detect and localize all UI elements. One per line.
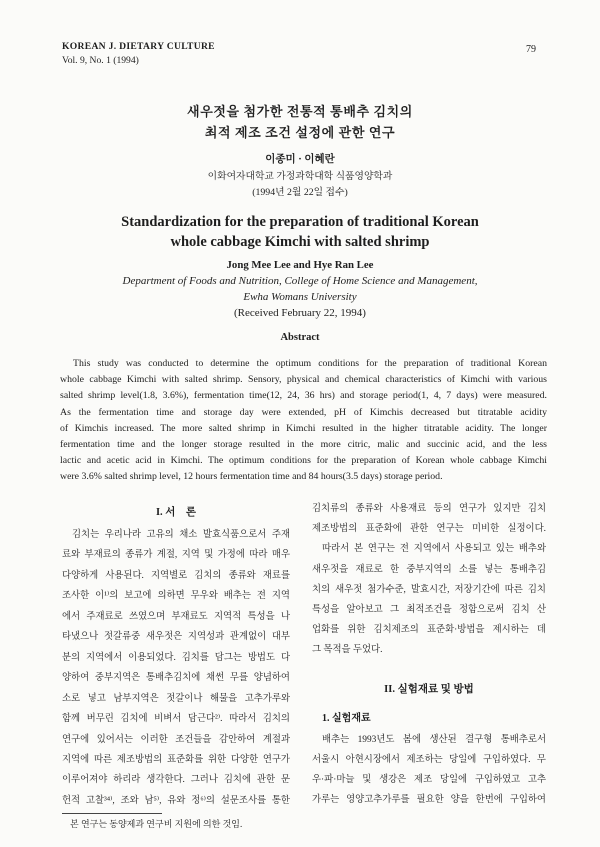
korean-title-line-2: 최적 제조 조건 설정에 관한 연구 [204, 125, 396, 140]
abstract-line: fermentation time and the longer storage resulted in the more citric, malic and succinic acid, and the less [60, 438, 547, 450]
english-title-line-2: whole cabbage Kimchi with salted shrimp [170, 234, 430, 250]
materials-body [312, 730, 546, 810]
english-received-date: (Received February 22, 1994) [234, 307, 366, 319]
body-line: 따라서 본 연구는 전 지역에서 사용되고 있는 배추와 [322, 544, 546, 555]
body-line: 타냈으나 젓갈류중 새우젓은 지역성과 관계없이 대부 [62, 632, 290, 643]
section-heading-materials-methods: II. 실험재료 및 방법 [384, 684, 474, 695]
abstract-line: This study was conducted to determine the optimum conditions for the preparation of traditional Korean [73, 358, 547, 369]
body-line: 배추는 1993년도 봄에 생산된 결구형 통배추로서 [322, 735, 546, 745]
subsection-heading-materials: 1. 실험재료 [322, 713, 371, 724]
body-line: 김치류의 종류와 사용재료 등의 연구가 있지만 김치 [312, 504, 546, 514]
body-line: 제조방법의 표준화에 관한 연구는 미비한 실정이다. [312, 524, 546, 535]
footnote-rule [62, 813, 162, 814]
body-line: 이루어져야 하리라 생각한다. 그러나 김치에 관한 문 [62, 775, 290, 786]
body-line: 조사한 이¹⁾의 보고에 의하면 무우와 배추는 전 지역 [62, 591, 290, 602]
body-line: 새우젓을 재료로 한 중부지역의 소를 넣는 통배추김 [312, 564, 546, 575]
korean-affiliation: 이화여자대학교 가정과학대학 식품영양학과 [207, 171, 393, 182]
body-line: 특성을 알아보고 그 최적조건을 정함으로써 김치 산 [312, 604, 546, 615]
english-affiliation-line-1: Department of Foods and Nutrition, College of Home Science and Management, [122, 275, 478, 287]
body-line: 료와 부재료의 종류가 계절, 지역 및 가정에 따라 매우 [62, 550, 290, 561]
abstract-line: were 3.6% salted shrimp level, 12 hours fermentation time and 84 hours(3.5 days) storage period. [60, 471, 443, 483]
english-title-line-1: Standardization for the preparation of traditional Korean [121, 214, 479, 230]
abstract-body [60, 356, 547, 486]
journal-name: KOREAN J. DIETARY CULTURE [62, 41, 215, 52]
body-line: 우·파·마늘 및 생강은 제조 당일에 구입하였고 고추 [312, 775, 546, 785]
introduction-body-left [62, 525, 290, 811]
abstract-line: lactic and acetic acid in Kimchi. The optimum conditions for the preparation of Korean whole cabbage Kimchi [60, 455, 547, 467]
body-line: 치의 새우젓 첨가수준, 발효시간, 저장기간에 따른 김치 [312, 584, 546, 595]
body-line: 업화를 위한 김치제조의 표준화·방법을 제시하는 데 [312, 625, 546, 636]
abstract-line: salted shrimp level(1.8, 3.6%), fermentation time(12, 24, 36 hrs) and storage period(1, 4, 7 days) were measured. [60, 390, 547, 402]
body-line: 지역에 따른 제조방법의 표준화를 위한 다양한 연구가 [62, 754, 290, 765]
abstract-line: of Kimchis increased. The more salted shrimp in Kimchi resulted in the higher titratable acidity. The longer [60, 422, 547, 434]
page-number: 79 [526, 44, 536, 55]
body-line: 헌적 고찰³⁴⁾, 조와 남⁵⁾, 유와 정⁶⁾의 설문조사를 통한 [62, 795, 290, 806]
body-line: 김치는 우리나라 고유의 채소 발효식품으로서 주재 [72, 530, 290, 540]
body-line: 가루는 영양고추가루를 필요한 양을 한번에 구입하여 [312, 795, 546, 805]
korean-received-date: (1994년 2월 22일 접수) [252, 187, 348, 198]
abstract-heading: Abstract [280, 332, 320, 343]
body-line: 소로 넣고 남부지역은 젓갈이나 해물을 고추가루와 [62, 693, 290, 704]
korean-title-line-1: 새우젓을 첨가한 전통적 통배추 김치의 [187, 104, 413, 119]
english-affiliation-line-2: Ewha Womans University [243, 291, 357, 303]
section-heading-introduction: I. 서 론 [155, 507, 197, 518]
body-line: 분의 지역에서 이용되었다. 김치를 담그는 방법도 다 [62, 652, 290, 663]
volume-issue: Vol. 9, No. 1 (1994) [62, 55, 139, 66]
introduction-body-right [312, 499, 546, 661]
body-line: 다양하게 사용된다. 지역별로 김치의 종류와 재료를 [62, 570, 290, 581]
body-line: 양하여 중부지역은 통배추김치에 채썬 무를 양념하여 [62, 673, 290, 684]
abstract-line: whole cabbage Kimchi with salted shrimp. Sensory, physical and chemical characteristics of Kimchi with various [60, 374, 547, 386]
body-line: 연구에 있어서는 이러한 조건들을 감안하여 계절과 [62, 734, 290, 745]
body-line: 서울시 아현시장에서 제조하는 당일에 구입하였다. 무 [312, 755, 546, 765]
body-line: 에서 주재료로 쓰였으며 부재료도 지역적 특성을 나 [62, 611, 290, 622]
korean-authors: 이종미 · 이혜란 [265, 154, 335, 165]
english-authors: Jong Mee Lee and Hye Ran Lee [226, 259, 374, 271]
body-line: 함께 버무린 김치에 비벼서 담근다²⁾. 따라서 김치의 [62, 714, 290, 725]
body-line: 그 목적을 두었다. [312, 645, 383, 656]
abstract-line: As the fermentation time and storage day were extended, pH of Kimchis decreased but titratable acidity [60, 406, 547, 418]
footnote: 본 연구는 동양제과 연구비 지원에 의한 것임. [70, 819, 243, 829]
